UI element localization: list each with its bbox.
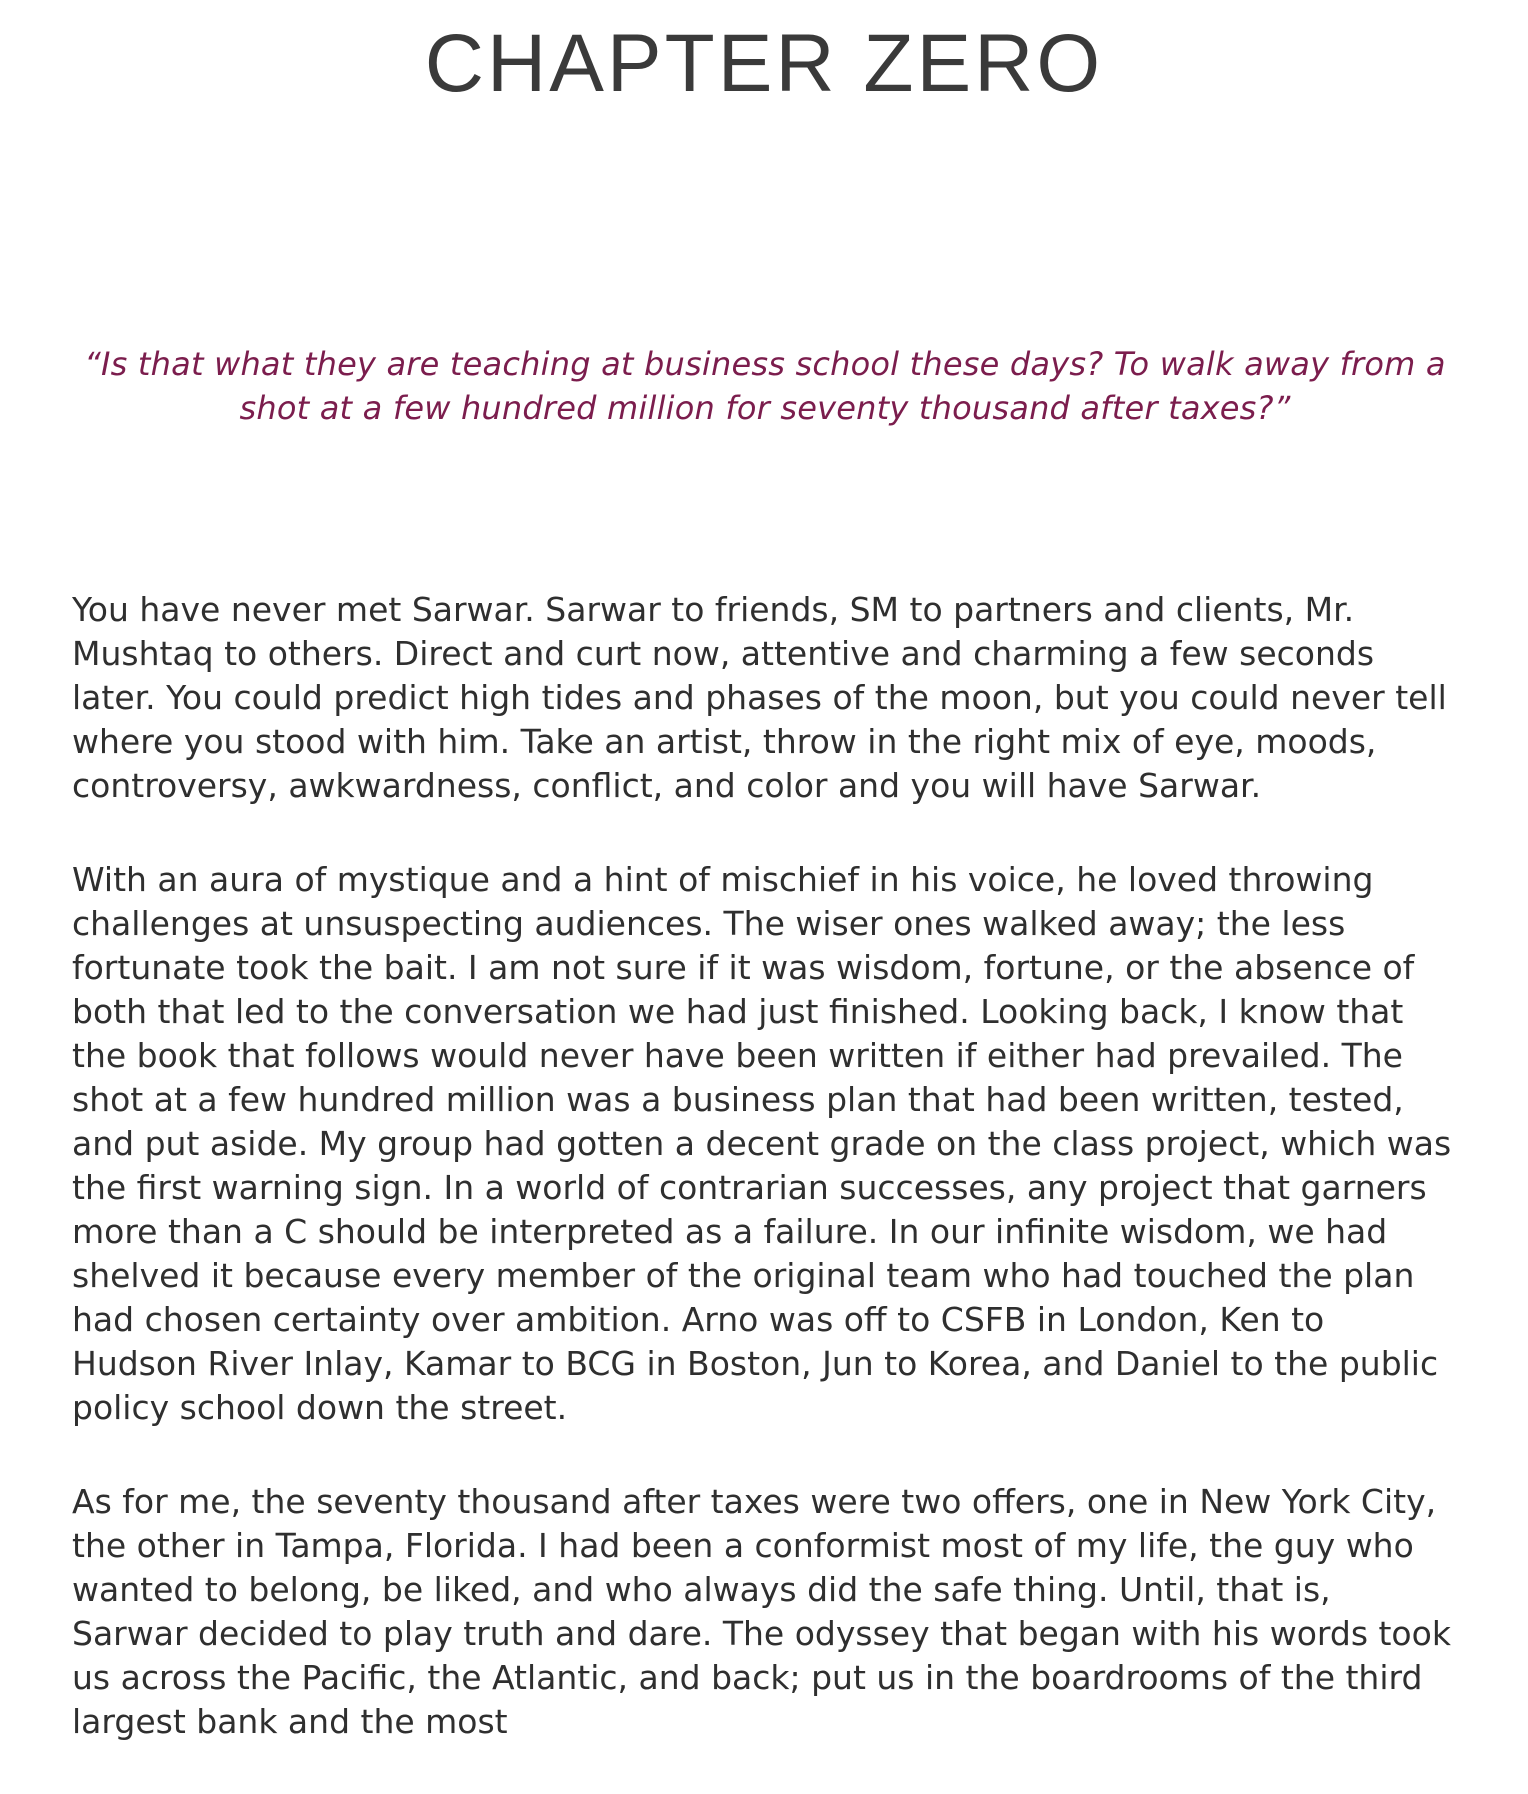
paragraph-1: You have never met Sarwar. Sarwar to friends, SM to partners and clients, Mr. Mushtaq to others. Direct and curt now, attentive and charming a few seconds later. You could predict high tides and phases of the moon, but you could never tell where you stood with him. Take an artist, throw in the right mix of eye, moods, controversy, awkwardness, conflict, and color and you will have Sarwar. bbox=[72, 590, 1447, 805]
epigraph-quote[interactable]: “Is that what they are teaching at business school these days? To walk away from a shot at a few hundred million for seventy thousand after taxes?” bbox=[84, 345, 1446, 427]
paragraph-3: As for me, the seventy thousand after taxes were two offers, one in New York City, the other in Tampa, Florida. I had been a conformist most of my life, the guy who wanted to belong, be liked, and who always did the safe thing. Until, that is, Sarwar decided to play truth and dare. The odyssey that began with his words took us across the Pacific, the Atlantic, and back; put us in the boardrooms of the third largest bank and the most bbox=[72, 1482, 1451, 1741]
chapter-title: CHAPTER ZERO bbox=[424, 18, 1104, 109]
body-text bbox=[72, 588, 1452, 1794]
paragraph-2: With an aura of mystique and a hint of mischief in his voice, he loved throwing challenges at unsuspecting audiences. The wiser ones walked away; the less fortunate took the bait. I am not sure if it was wisdom, fortune, or the absence of both that led to the conversation we had just finished. Looking back, I know that the book that follows would never have been written if either had prevailed. The shot at a few hundred million was a business plan that had been written, tested, and put aside. My group had gotten a decent grade on the class project, which was the first warning sign. In a world of contrarian successes, any project that garners more than a C should be interpreted as a failure. In our infinite wisdom, we had shelved it because every member of the original team who had touched the plan had chosen certainty over ambition. Arno was off to CSFB in London, Ken to Hudson River Inlay, Kamar to BCG in Boston, Jun to Korea, and Daniel to the public policy school down the street. bbox=[72, 860, 1452, 1427]
